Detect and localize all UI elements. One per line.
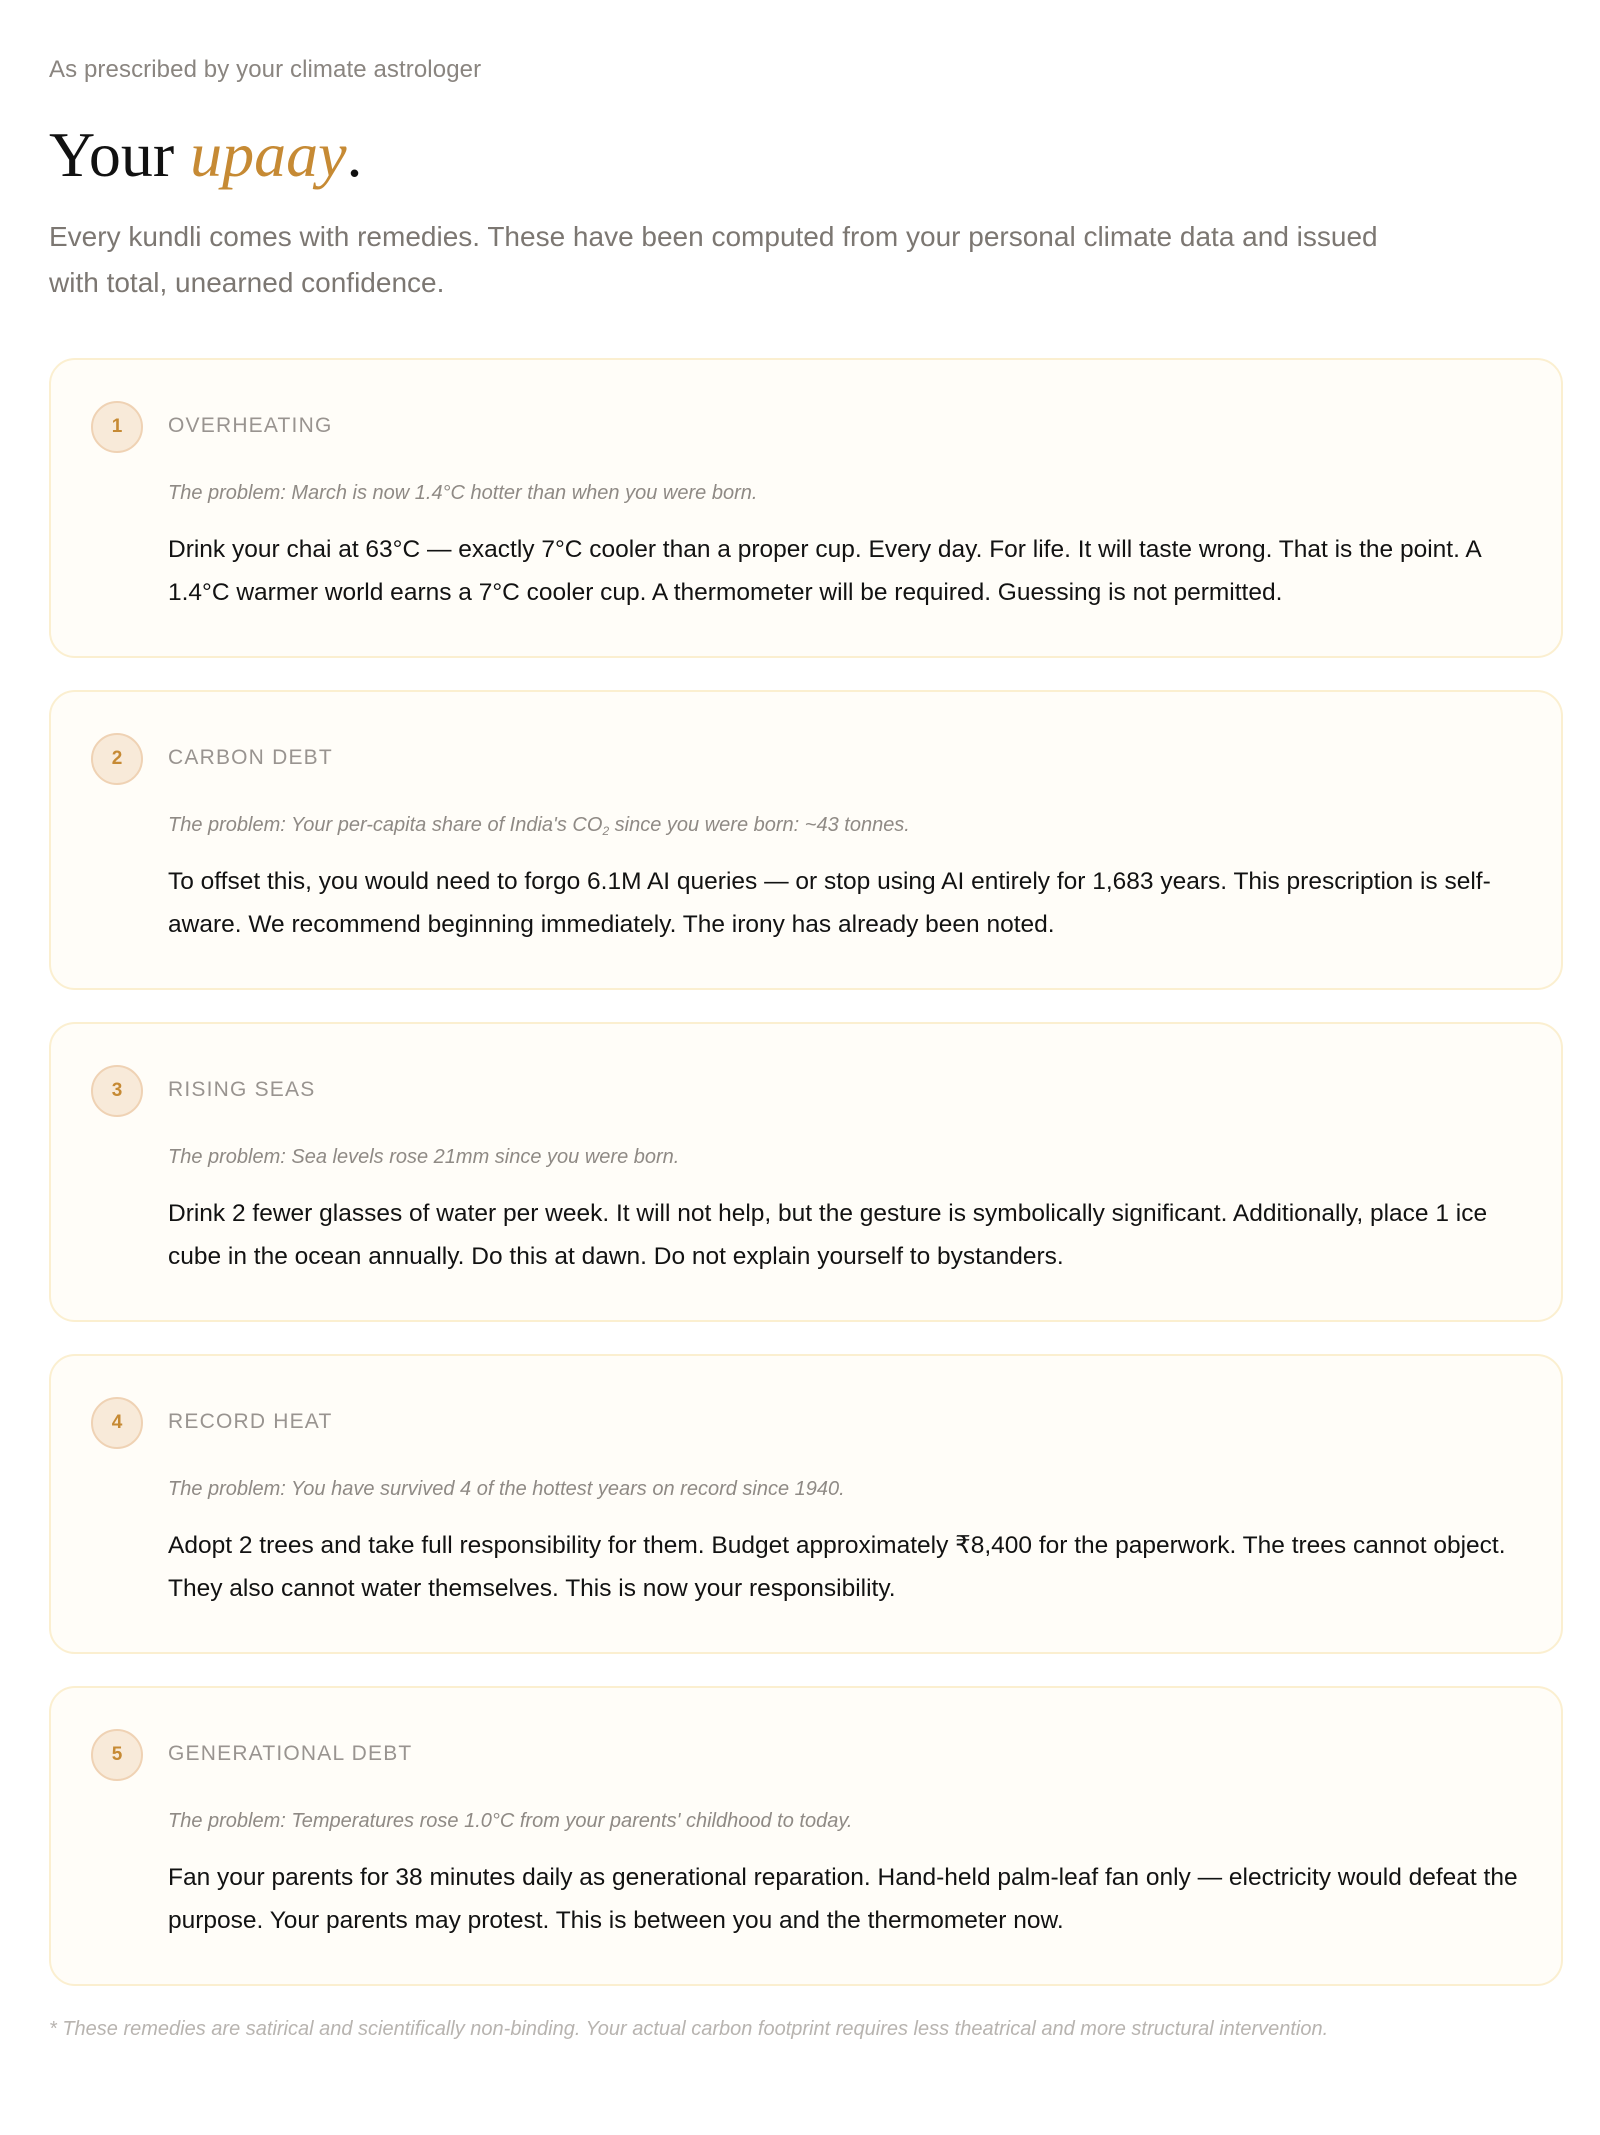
remedy-problem-prefix: The problem: Your per-capita share of India's CO bbox=[168, 814, 603, 836]
remedy-card-overheating bbox=[49, 358, 1563, 658]
co2-subscript: 2 bbox=[602, 824, 610, 838]
remedy-problem-suffix: since you were born: ~43 tonnes. bbox=[609, 814, 910, 836]
remedy-text: Drink 2 fewer glasses of water per week. It will not help, but the gesture is symbolically significant. Additionally, place 1 ice cube in the ocean annually. Do this at dawn. Do not explain yourself to bystanders. bbox=[168, 1200, 1488, 1270]
remedy-text: Drink your chai at 63°C — exactly 7°C cooler than a proper cup. Every day. For life. It will taste wrong. That is the point. A 1.4°C warmer world earns a 7°C cooler cup. A thermometer will be required. Guessing is not permitted. bbox=[168, 536, 1481, 606]
intro-text: Every kundli comes with remedies. These have been computed from your personal climate data and issued with total, unearned confidence. bbox=[49, 221, 1378, 298]
remedy-problem: The problem: You have survived 4 of the hottest years on record since 1940. bbox=[168, 1478, 845, 1500]
remedy-problem: The problem: Sea levels rose 21mm since you were born. bbox=[168, 1146, 680, 1168]
remedy-card-generational-debt bbox=[49, 1686, 1563, 1986]
remedy-label: RISING SEAS bbox=[168, 1078, 316, 1101]
remedy-number-badge: 2 bbox=[91, 733, 143, 785]
remedy-label: CARBON DEBT bbox=[168, 746, 333, 769]
remedy-label: RECORD HEAT bbox=[168, 1410, 333, 1433]
remedy-number-badge: 5 bbox=[91, 1729, 143, 1781]
remedy-number-badge: 4 bbox=[91, 1397, 143, 1449]
remedy-problem bbox=[168, 814, 910, 838]
remedy-text: Adopt 2 trees and take full responsibility for them. Budget approximately ₹8,400 for the paperwork. The trees cannot object. They also cannot water themselves. This is now your responsibility. bbox=[168, 1532, 1506, 1602]
remedy-number-badge: 3 bbox=[91, 1065, 143, 1117]
remedy-list bbox=[49, 358, 1551, 1986]
title-suffix: . bbox=[346, 119, 363, 190]
remedy-text: To offset this, you would need to forgo 6.1M AI queries — or stop using AI entirely for 1,683 years. This prescription is self-aware. We recommend beginning immediately. The irony has already been noted. bbox=[168, 868, 1491, 938]
disclaimer-footnote: * These remedies are satirical and scientifically non-binding. Your actual carbon footprint requires less theatrical and more structural intervention. bbox=[49, 2018, 1329, 2040]
remedy-card-carbon-debt bbox=[49, 690, 1563, 990]
page-title bbox=[49, 120, 1551, 190]
remedy-label: GENERATIONAL DEBT bbox=[168, 1742, 413, 1765]
remedy-problem: The problem: Temperatures rose 1.0°C from your parents' childhood to today. bbox=[168, 1810, 853, 1832]
remedy-number-badge: 1 bbox=[91, 401, 143, 453]
remedy-text: Fan your parents for 38 minutes daily as generational reparation. Hand-held palm-leaf fan only — electricity would defeat the purpose. Your parents may protest. This is between you and the thermometer now. bbox=[168, 1864, 1518, 1934]
eyebrow-text: As prescribed by your climate astrologer bbox=[49, 56, 482, 83]
remedy-label: OVERHEATING bbox=[168, 414, 333, 437]
remedy-card-rising-seas bbox=[49, 1022, 1563, 1322]
title-accent: upaay bbox=[190, 119, 347, 190]
remedy-card-record-heat bbox=[49, 1354, 1563, 1654]
title-prefix: Your bbox=[49, 119, 175, 190]
remedy-problem: The problem: March is now 1.4°C hotter than when you were born. bbox=[168, 482, 758, 504]
